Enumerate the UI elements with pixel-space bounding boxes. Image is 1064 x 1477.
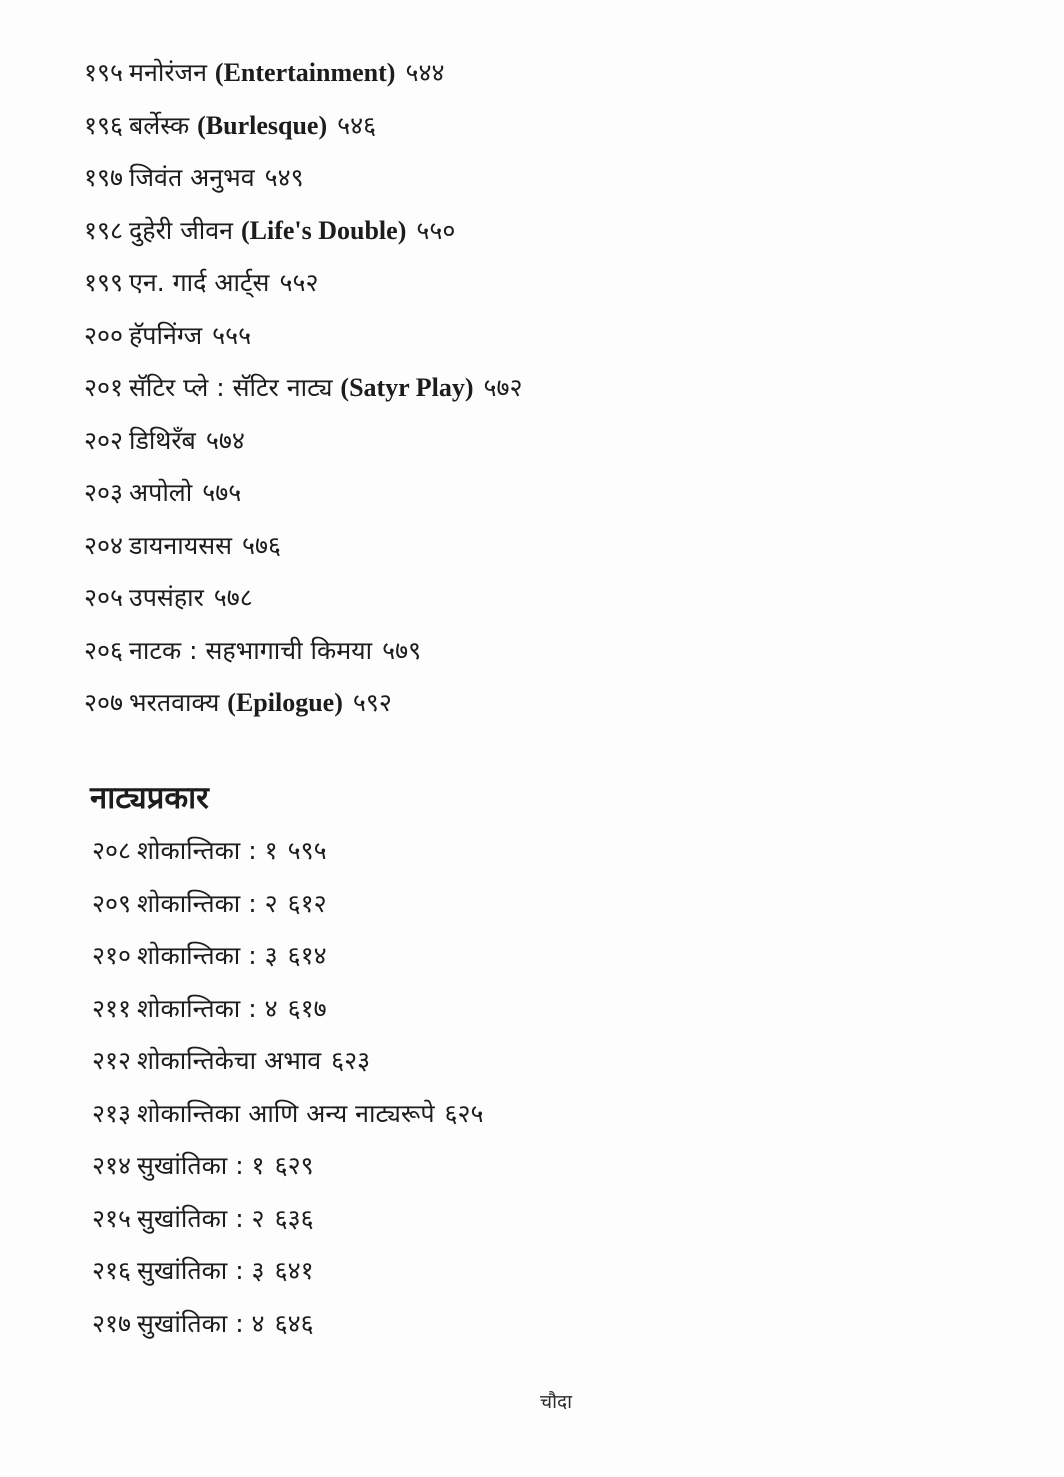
entry-number: २१७ (92, 1308, 132, 1338)
entry-page-number: ६१२ (287, 888, 327, 918)
entry-page-number: ६४६ (274, 1308, 314, 1338)
toc-entry (84, 262, 523, 315)
entry-title: बर्लेस्क (129, 110, 190, 140)
entry-page-number: ६२५ (444, 1098, 484, 1128)
entry-page-number: ५५५ (212, 320, 252, 350)
entry-number: २०७ (84, 688, 124, 717)
entry-title: सुखांतिका : ४ (137, 1308, 265, 1338)
toc-entry (92, 830, 484, 883)
entry-number: २०९ (92, 888, 132, 918)
entry-title: एन. गार्द आर्ट्स (129, 268, 270, 297)
entry-number: २१५ (92, 1203, 132, 1233)
entry-page-number: ६२३ (331, 1046, 371, 1075)
entry-title: शोकान्तिका : २ (137, 888, 278, 918)
entry-title: उपसंहार (129, 583, 204, 612)
entry-number: २०६ (84, 635, 124, 665)
entry-number: २०५ (84, 583, 124, 612)
entry-page-number: ६४१ (274, 1256, 314, 1285)
toc-entry (92, 1145, 484, 1198)
entry-title: नाटक : सहभागाची किमया (129, 635, 373, 665)
entry-english-title: (Satyr Play) (340, 373, 474, 402)
entry-title: शोकान्तिकेचा अभाव (137, 1046, 322, 1075)
entry-english-title: (Entertainment) (214, 58, 396, 87)
entry-page-number: ५७५ (202, 478, 242, 507)
entry-title: सुखांतिका : ३ (137, 1256, 265, 1285)
entry-page-number: ५४९ (264, 163, 304, 192)
toc-entry (92, 988, 484, 1041)
entry-page-number: ५५० (416, 215, 456, 245)
entry-title: सॅटिर प्ले : सॅटिर नाट्य (129, 373, 333, 402)
entry-number: २०३ (84, 478, 124, 507)
toc-entry (84, 682, 523, 735)
entry-page-number: ६३६ (274, 1203, 314, 1233)
entry-number: २१४ (92, 1151, 132, 1180)
section-heading: नाट्यप्रकार (90, 780, 209, 816)
toc-entry (84, 472, 523, 525)
entry-page-number: ६१७ (287, 993, 327, 1023)
toc-entry (84, 577, 523, 630)
toc-entry (92, 935, 484, 988)
entry-page-number: ५७९ (382, 635, 422, 665)
entry-title: शोकान्तिका आणि अन्य नाट्यरूपे (137, 1098, 435, 1128)
entry-page-number: ५९२ (352, 688, 392, 717)
entry-page-number: ५९५ (287, 836, 327, 865)
entry-title: डिथिरँब (129, 425, 196, 455)
toc-list (84, 52, 523, 735)
entry-english-title: (Epilogue) (227, 688, 343, 717)
toc-entry (92, 883, 484, 936)
entry-page-number: ६२९ (274, 1151, 314, 1180)
entry-title: भरतवाक्य (129, 688, 220, 717)
toc-entry (84, 157, 523, 210)
page-footer: चौदा (540, 1391, 572, 1413)
entry-title: सुखांतिका : १ (137, 1151, 265, 1180)
entry-page-number: ५७२ (483, 373, 523, 402)
toc-entry (84, 420, 523, 473)
entry-english-title: (Burlesque) (197, 110, 328, 140)
entry-number: १९५ (84, 58, 124, 87)
entry-title: जिवंत अनुभव (129, 163, 255, 192)
entry-number: २११ (92, 993, 132, 1023)
toc-entry (84, 315, 523, 368)
entry-number: १९९ (84, 268, 124, 297)
entry-number: २०१ (84, 373, 124, 402)
toc-entry (84, 210, 523, 263)
entry-title: मनोरंजन (129, 58, 207, 87)
entry-number: २०० (84, 320, 124, 350)
entry-page-number: ५७८ (213, 583, 253, 612)
entry-title: शोकान्तिका : ३ (137, 941, 278, 970)
entry-title: डायनायसस (129, 530, 233, 560)
entry-number: २०२ (84, 425, 124, 455)
entry-number: २१० (92, 941, 132, 970)
toc-entry (84, 52, 523, 105)
entry-number: २०८ (92, 836, 132, 865)
entry-number: २१६ (92, 1256, 132, 1285)
entry-number: २१३ (92, 1098, 132, 1128)
toc-entry (92, 1303, 484, 1356)
entry-title: हॅपनिंग्ज (129, 320, 203, 350)
entry-page-number: ५४६ (337, 110, 377, 140)
entry-title: शोकान्तिका : ४ (137, 993, 278, 1023)
entry-english-title: (Life's Double) (240, 215, 407, 245)
entry-number: २१२ (92, 1046, 132, 1075)
entry-number: १९८ (84, 215, 124, 245)
entry-page-number: ६१४ (287, 941, 327, 970)
entry-title: दुहेरी जीवन (129, 215, 234, 245)
toc-entry (92, 1040, 484, 1093)
toc-entry (84, 630, 523, 683)
entry-number: २०४ (84, 530, 124, 560)
entry-page-number: ५७६ (242, 530, 282, 560)
toc-entry (92, 1093, 484, 1146)
toc-entry (92, 1250, 484, 1303)
toc-list-natyaprakar (92, 830, 484, 1355)
entry-page-number: ५७४ (205, 425, 245, 455)
toc-entry (84, 105, 523, 158)
entry-number: १९६ (84, 110, 124, 140)
toc-entry (84, 367, 523, 420)
entry-number: १९७ (84, 163, 124, 192)
entry-page-number: ५४४ (405, 58, 445, 87)
entry-title: अपोलो (129, 478, 193, 507)
entry-title: सुखांतिका : २ (137, 1203, 265, 1233)
toc-entry (92, 1198, 484, 1251)
entry-title: शोकान्तिका : १ (137, 836, 278, 865)
toc-entry (84, 525, 523, 578)
entry-page-number: ५५२ (279, 268, 319, 297)
